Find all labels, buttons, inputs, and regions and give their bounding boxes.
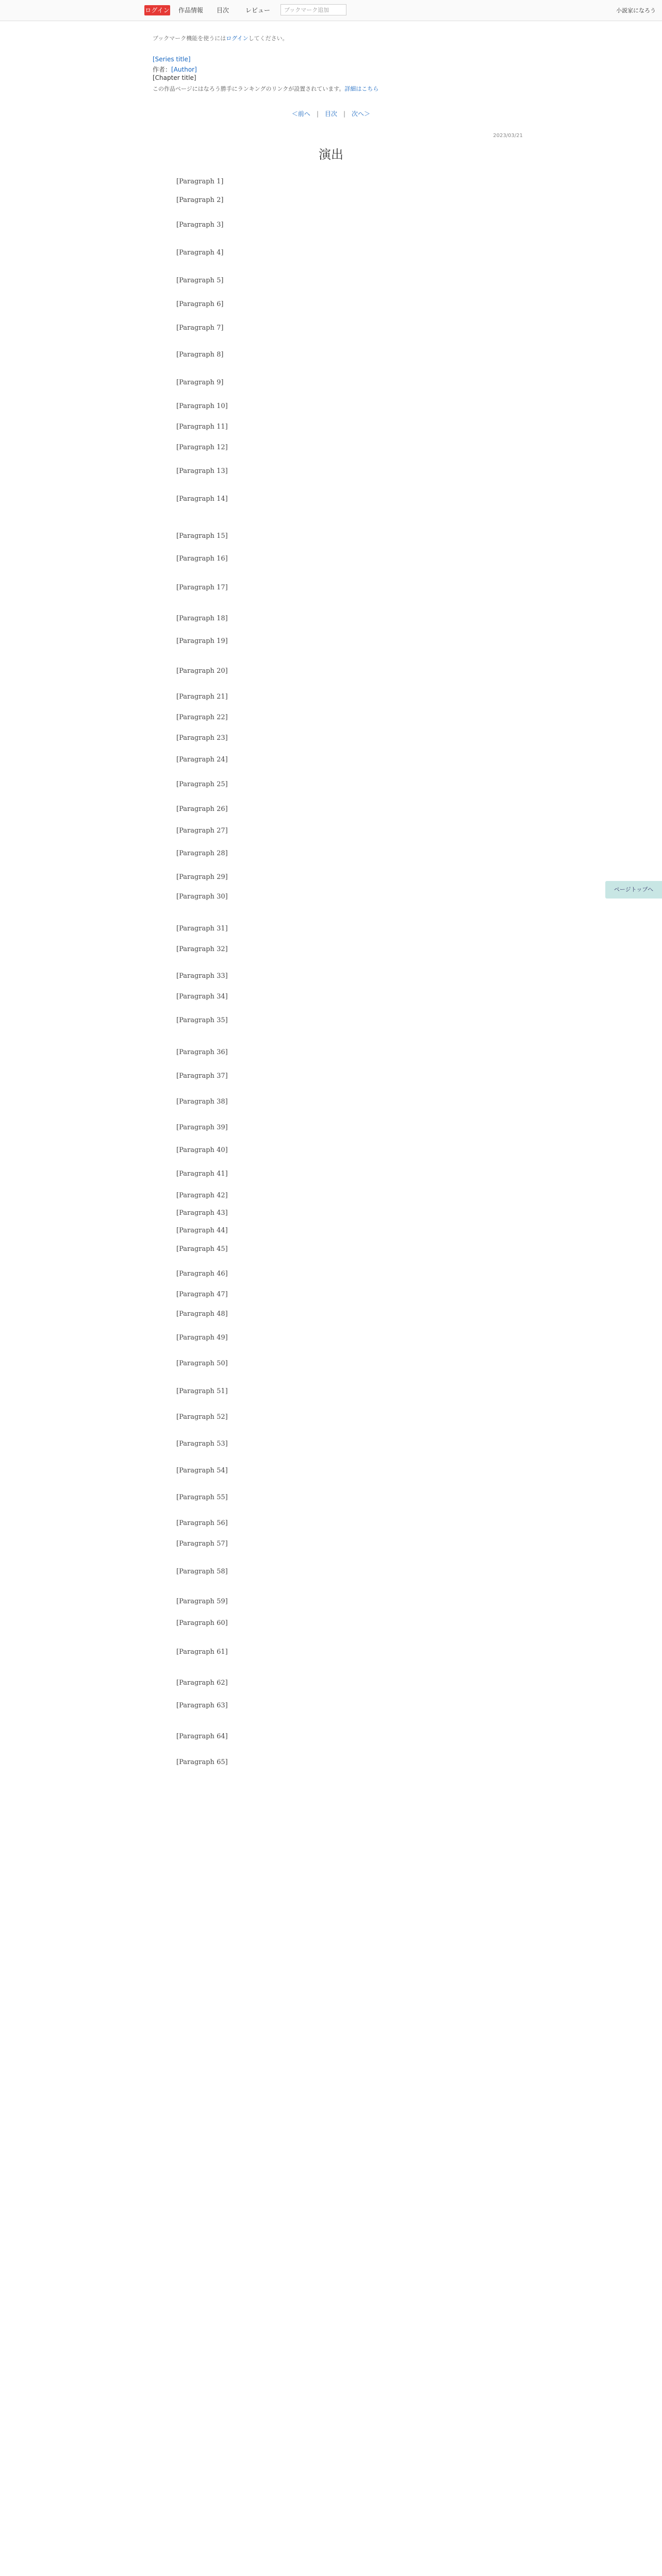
body-paragraph: [Paragraph 6] xyxy=(176,300,224,308)
body-paragraph: [Paragraph 8] xyxy=(176,351,224,359)
body-paragraph: [Paragraph 39] xyxy=(176,1124,228,1131)
site-link[interactable]: 小説家になろう xyxy=(616,7,656,14)
body-paragraph: [Paragraph 56] xyxy=(176,1519,228,1527)
body-paragraph: [Paragraph 58] xyxy=(176,1568,228,1575)
page-top-button[interactable]: ページトップへ xyxy=(605,881,662,899)
nav-work-info[interactable]: 作品情報 xyxy=(178,7,204,14)
body-paragraph: [Paragraph 51] xyxy=(176,1387,228,1395)
chapter-title: [Chapter title] xyxy=(153,74,196,81)
body-paragraph: [Paragraph 32] xyxy=(176,945,228,953)
body-paragraph: [Paragraph 10] xyxy=(176,402,228,410)
body-paragraph: [Paragraph 64] xyxy=(176,1733,228,1740)
nav-review[interactable]: レビュー xyxy=(245,7,271,14)
body-paragraph: [Paragraph 9] xyxy=(176,379,224,386)
body-paragraph: [Paragraph 36] xyxy=(176,1048,228,1056)
body-paragraph: [Paragraph 50] xyxy=(176,1360,228,1367)
episode-date: 2023/03/21 xyxy=(493,133,523,139)
body-paragraph: [Paragraph 2] xyxy=(176,196,224,204)
body-paragraph: [Paragraph 17] xyxy=(176,584,228,591)
body-paragraph: [Paragraph 25] xyxy=(176,781,228,788)
prev-link[interactable]: ＜前へ xyxy=(291,110,310,117)
body-paragraph: [Paragraph 34] xyxy=(176,993,228,1001)
body-paragraph: [Paragraph 61] xyxy=(176,1648,228,1656)
pager-separator: | xyxy=(343,110,346,117)
series-title-link[interactable]: [Series title] xyxy=(153,56,191,63)
body-paragraph: [Paragraph 37] xyxy=(176,1072,228,1080)
author-link[interactable]: [Author] xyxy=(171,66,197,73)
toc-link[interactable]: 目次 xyxy=(324,110,337,117)
body-paragraph: [Paragraph 3] xyxy=(176,221,224,229)
ranking-detail-link[interactable]: 詳細はこちら xyxy=(344,86,379,92)
nav-toc[interactable]: 目次 xyxy=(217,7,229,14)
body-paragraph: [Paragraph 16] xyxy=(176,555,228,563)
body-paragraph: [Paragraph 18] xyxy=(176,615,228,622)
body-paragraph: [Paragraph 31] xyxy=(176,925,228,933)
body-paragraph: [Paragraph 28] xyxy=(176,850,228,857)
body-paragraph: [Paragraph 52] xyxy=(176,1413,228,1421)
next-link[interactable]: 次へ＞ xyxy=(352,110,371,117)
author-label: 作者： xyxy=(153,66,172,73)
login-button[interactable]: ログイン xyxy=(144,5,170,15)
body-paragraph: [Paragraph 19] xyxy=(176,637,228,645)
body-paragraph: [Paragraph 62] xyxy=(176,1679,228,1687)
login-notice xyxy=(153,34,359,42)
body-paragraph: [Paragraph 48] xyxy=(176,1310,228,1318)
body-paragraph: [Paragraph 27] xyxy=(176,827,228,835)
body-paragraph: [Paragraph 11] xyxy=(176,423,228,431)
notice-text-before: ブックマーク機能を使うには xyxy=(153,35,226,42)
body-paragraph: [Paragraph 15] xyxy=(176,532,228,540)
body-paragraph: [Paragraph 24] xyxy=(176,756,228,764)
body-paragraph: [Paragraph 47] xyxy=(176,1291,228,1298)
ranking-note-text: この作品ページにはなろう勝手にランキングのリンクが設置されています。 xyxy=(153,86,345,92)
pager-separator: | xyxy=(316,110,319,117)
body-paragraph: [Paragraph 49] xyxy=(176,1334,228,1342)
body-paragraph: [Paragraph 54] xyxy=(176,1467,228,1475)
body-paragraph: [Paragraph 38] xyxy=(176,1098,228,1106)
body-paragraph: [Paragraph 60] xyxy=(176,1619,228,1627)
body-paragraph: [Paragraph 1] xyxy=(176,178,224,185)
body-paragraph: [Paragraph 20] xyxy=(176,667,228,675)
body-paragraph: [Paragraph 4] xyxy=(176,249,224,257)
body-paragraph: [Paragraph 29] xyxy=(176,873,228,881)
body-paragraph: [Paragraph 44] xyxy=(176,1227,228,1234)
top-pager xyxy=(0,109,662,118)
body-paragraph: [Paragraph 43] xyxy=(176,1209,228,1217)
top-navigation-bar xyxy=(0,0,662,21)
body-paragraph: [Paragraph 14] xyxy=(176,495,228,503)
body-paragraph: [Paragraph 30] xyxy=(176,893,228,901)
notice-login-link[interactable]: ログイン xyxy=(226,35,249,42)
body-paragraph: [Paragraph 5] xyxy=(176,277,224,284)
body-paragraph: [Paragraph 23] xyxy=(176,734,228,742)
episode-title: 演出 xyxy=(319,147,343,162)
body-paragraph: [Paragraph 12] xyxy=(176,444,228,451)
body-paragraph: [Paragraph 42] xyxy=(176,1192,228,1199)
body-paragraph: [Paragraph 59] xyxy=(176,1598,228,1605)
body-paragraph: [Paragraph 22] xyxy=(176,714,228,721)
body-paragraph: [Paragraph 55] xyxy=(176,1494,228,1501)
body-paragraph: [Paragraph 63] xyxy=(176,1702,228,1709)
ranking-note xyxy=(153,84,483,93)
notice-text-after: してください。 xyxy=(248,35,288,42)
body-paragraph: [Paragraph 40] xyxy=(176,1146,228,1154)
body-paragraph: [Paragraph 33] xyxy=(176,972,228,980)
author-row xyxy=(153,65,197,74)
body-paragraph: [Paragraph 41] xyxy=(176,1170,228,1178)
body-paragraph: [Paragraph 53] xyxy=(176,1440,228,1448)
body-paragraph: [Paragraph 35] xyxy=(176,1016,228,1024)
body-paragraph: [Paragraph 26] xyxy=(176,805,228,813)
body-paragraph: [Paragraph 7] xyxy=(176,324,224,332)
body-paragraph: [Paragraph 46] xyxy=(176,1270,228,1278)
body-paragraph: [Paragraph 45] xyxy=(176,1245,228,1253)
body-paragraph: [Paragraph 65] xyxy=(176,1758,228,1766)
body-paragraph: [Paragraph 13] xyxy=(176,467,228,475)
body-paragraph: [Paragraph 21] xyxy=(176,693,228,701)
body-paragraph: [Paragraph 57] xyxy=(176,1540,228,1548)
bookmark-add-box[interactable]: ブックマーク追加 xyxy=(280,4,346,15)
